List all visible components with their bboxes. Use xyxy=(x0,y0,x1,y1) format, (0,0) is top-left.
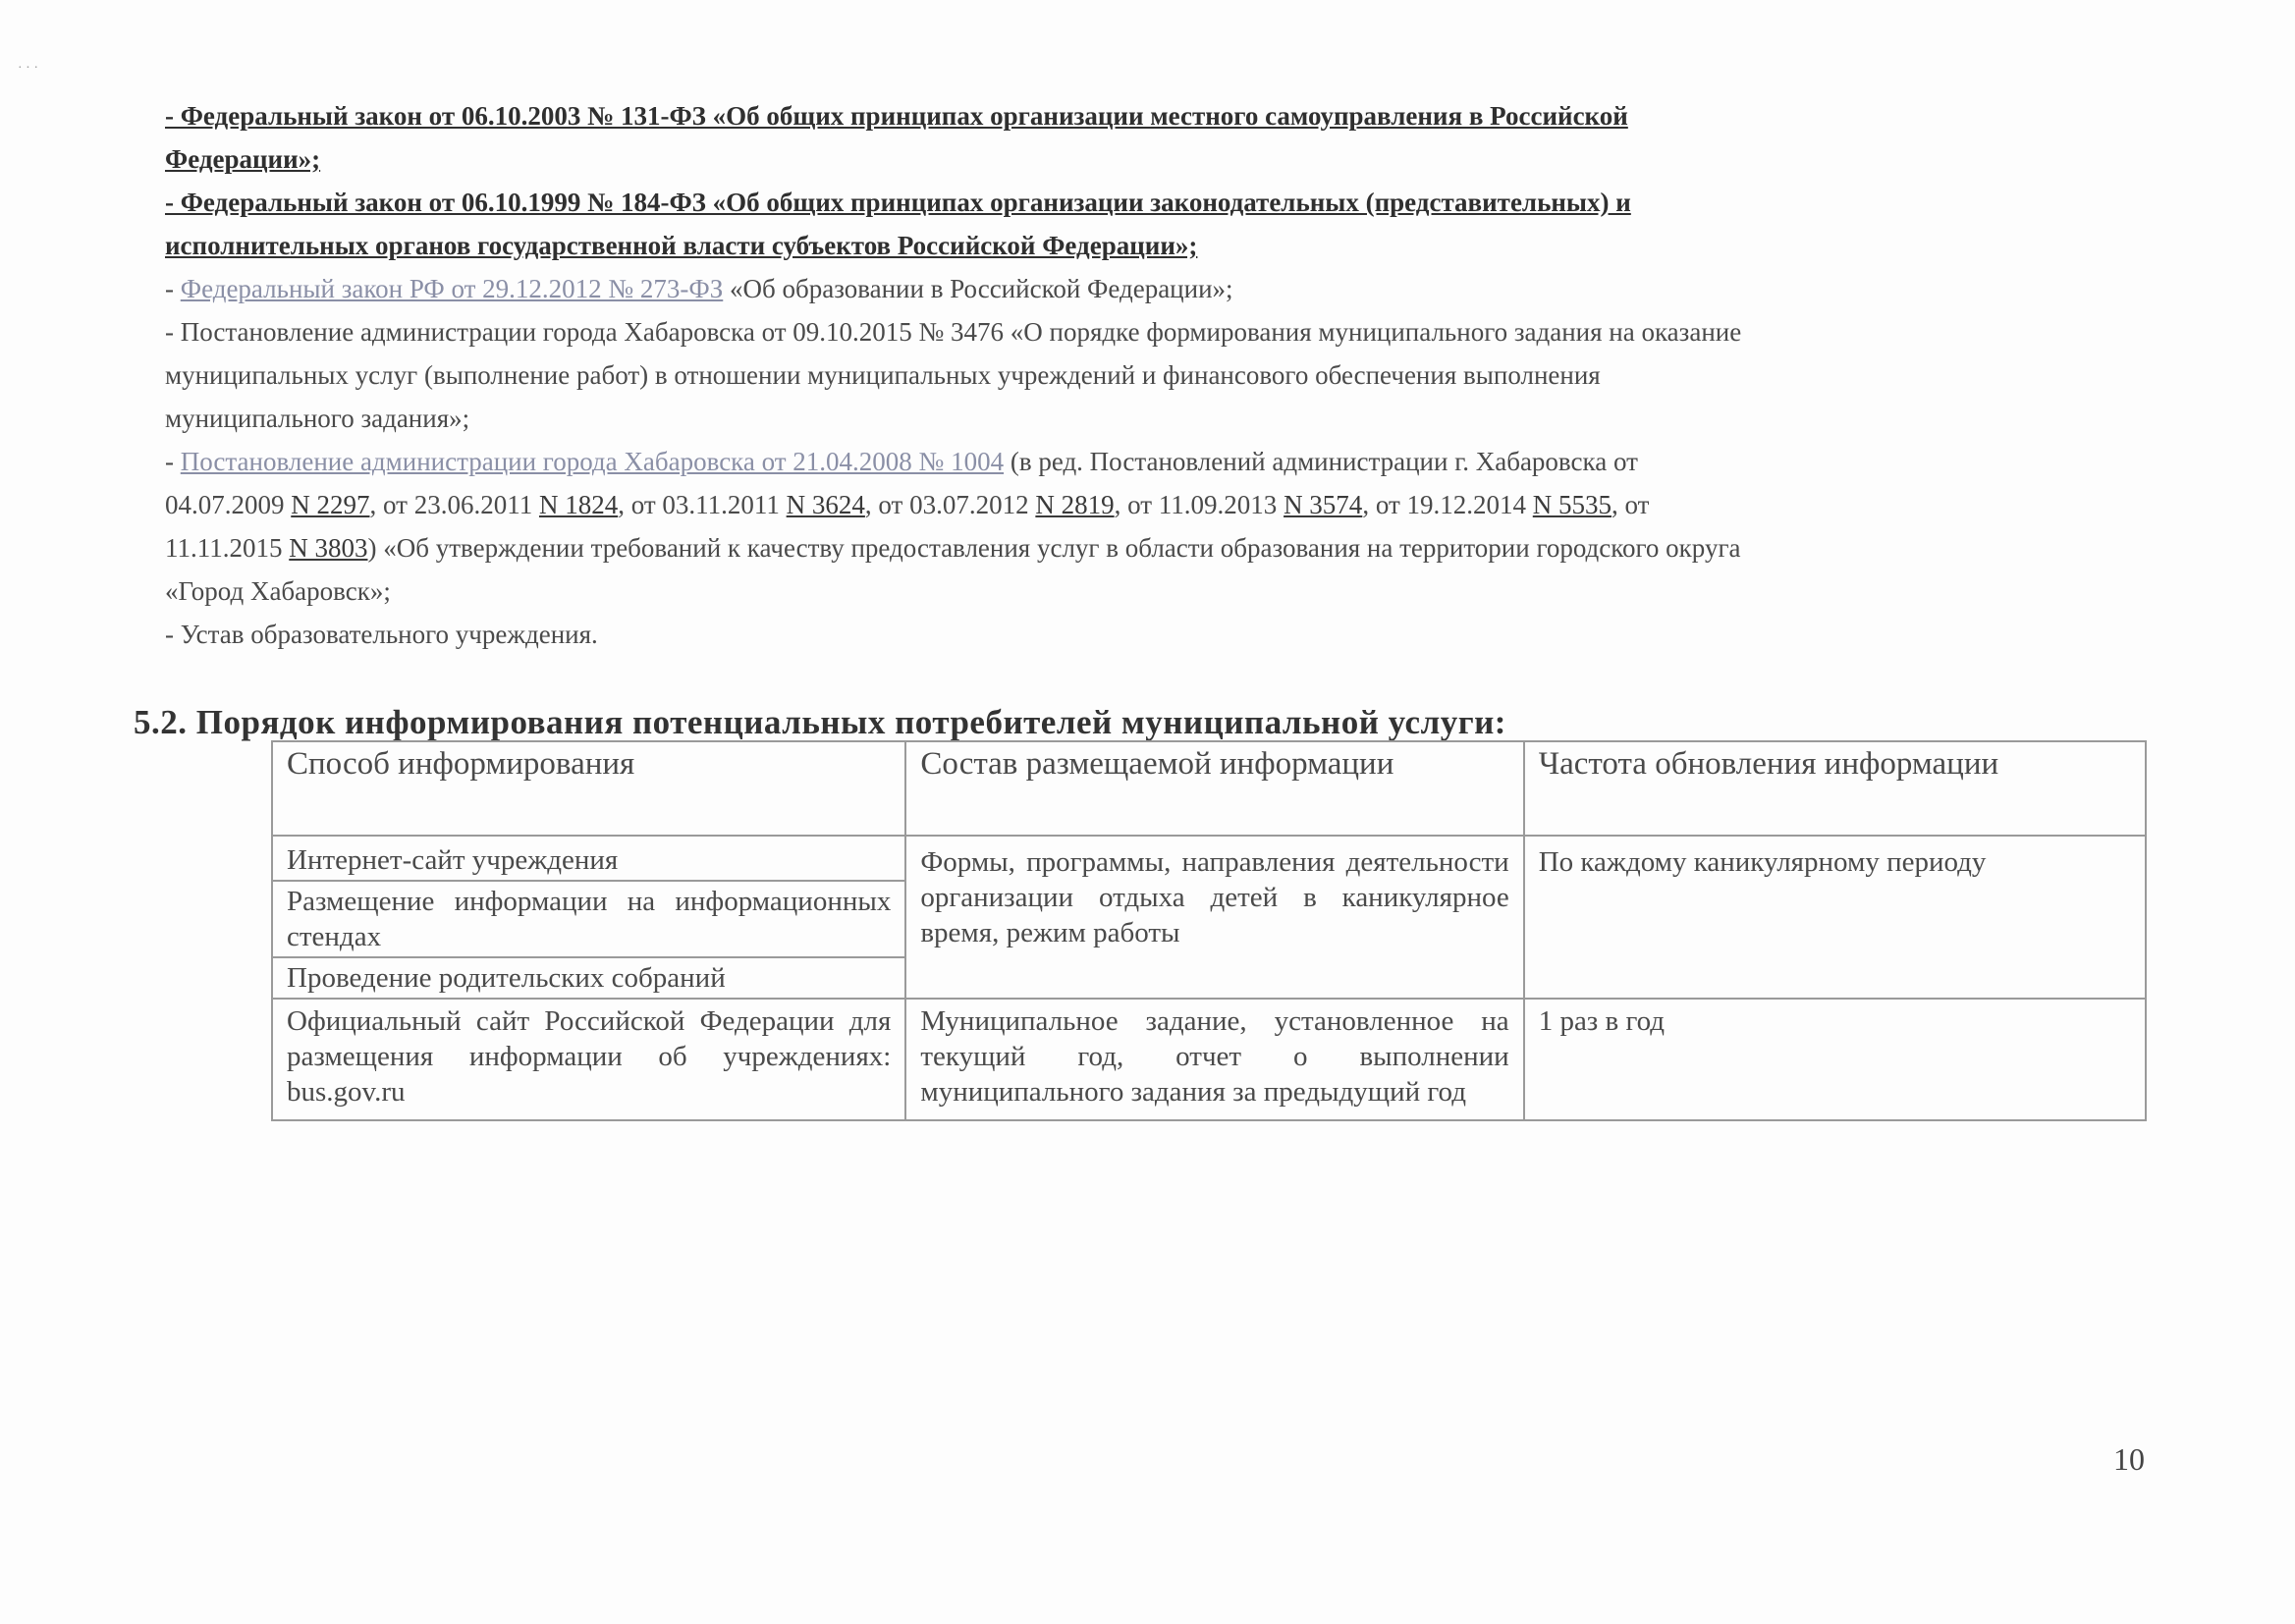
amendment-link-5535[interactable]: N 5535 xyxy=(1532,490,1612,519)
frequency-cell-1: По каждому каникулярному периоду xyxy=(1524,836,2146,999)
header-content: Состав размещаемой информации xyxy=(905,741,1523,836)
amendment-link-2819[interactable]: N 2819 xyxy=(1035,490,1115,519)
amendment-link-3574[interactable]: N 3574 xyxy=(1284,490,1363,519)
method-parent-meetings: Проведение родительских собраний xyxy=(287,962,726,994)
law-273fz-rest: «Об образовании в Российской Федерации»; xyxy=(723,274,1233,303)
law-item-1004 xyxy=(165,440,2149,483)
law-273fz-link[interactable]: Федеральный закон РФ от 29.12.2012 № 273-ФЗ xyxy=(180,274,724,303)
amendment-link-2297[interactable]: N 2297 xyxy=(291,490,370,519)
informing-table xyxy=(271,740,2147,1121)
law-184fz-line2: исполнительных органов государственной власти субъектов Российской Федерации»; xyxy=(165,231,1198,260)
law-item-3476-line3: муниципального задания»; xyxy=(165,404,470,433)
amend-text: , от 03.07.2012 xyxy=(864,490,1036,519)
law-131fz-line1: - Федеральный закон от 06.10.2003 № 131-ФЗ «Об общих принципах организации местного самоуправления в Российской xyxy=(165,101,1628,131)
table-row xyxy=(272,999,2146,1120)
law-1004-rest: (в ред. Постановлений администрации г. Хабаровска от xyxy=(1004,447,1638,476)
law-item-3476-line2: муниципальных услуг (выполнение работ) в отношении муниципальных учреждений и финансового обеспечения выполнения xyxy=(165,360,1601,390)
section-heading: 5.2. Порядок информирования потенциальных потребителей муниципальной услуги: xyxy=(134,703,1506,741)
amend-text: 11.11.2015 xyxy=(165,533,290,563)
header-frequency: Частота обновления информации xyxy=(1524,741,2146,836)
content-cell-1: Формы, программы, направления деятельности организации отдыха детей в каникулярное время, режим работы xyxy=(905,836,1523,999)
method-stands: Размещение информации на информационных стендах xyxy=(273,882,904,958)
law-item-184fz-cont xyxy=(165,224,2149,267)
law-1004-link[interactable]: Постановление администрации города Хабаровска от 21.04.2008 № 1004 xyxy=(180,447,1005,476)
law-184fz-line1: - Федеральный закон от 06.10.1999 № 184-ФЗ «Об общих принципах организации законодательных (представительных) и xyxy=(165,188,1631,217)
amend-text: 04.07.2009 xyxy=(165,490,292,519)
law-131fz-line2: Федерации»; xyxy=(165,144,321,174)
content-cell-2: Муниципальное задание, установленное на текущий год, отчет о выполнении муниципального задания за предыдущий год xyxy=(905,999,1523,1120)
amendment-link-3624[interactable]: N 3624 xyxy=(786,490,865,519)
frequency-cell-2: 1 раз в год xyxy=(1524,999,2146,1120)
scan-marks: · · · xyxy=(18,61,38,76)
amend-text: , от 19.12.2014 xyxy=(1362,490,1533,519)
amend-text: ) «Об утверждении требований к качеству предоставления услуг в области образования на территории городского округа xyxy=(367,533,1741,563)
law-item-charter: - Устав образовательного учреждения. xyxy=(165,620,598,649)
page-number: 10 xyxy=(2113,1441,2145,1477)
header-method: Способ информирования xyxy=(272,741,905,836)
methods-cell xyxy=(272,836,905,999)
law-item-131fz xyxy=(165,94,2149,137)
method-website: Интернет-сайт учреждения xyxy=(273,837,904,882)
law-item-3476-line1: - Постановление администрации города Хабаровска от 09.10.2015 № 3476 «О порядке формирования муниципального задания на оказание xyxy=(165,317,1742,347)
legal-basis-list xyxy=(165,94,2149,656)
law-1004-prefix: - xyxy=(165,447,181,476)
law-1004-amendments-line2 xyxy=(165,526,2149,569)
law-item-273fz xyxy=(165,267,2149,310)
law-item-184fz xyxy=(165,181,2149,224)
law-1004-amendments-line xyxy=(165,483,2149,526)
law-273fz-prefix: - xyxy=(165,274,181,303)
law-item-131fz-cont xyxy=(165,137,2149,181)
amend-text: , от 11.09.2013 xyxy=(1114,490,1284,519)
amendment-link-3803[interactable]: N 3803 xyxy=(289,533,368,563)
method-official-site: Официальный сайт Российской Федерации для размещения информации об учреждениях: bus.gov.ru xyxy=(272,999,905,1120)
amendment-link-1824[interactable]: N 1824 xyxy=(538,490,619,519)
table-header-row xyxy=(272,741,2146,836)
table-row xyxy=(272,836,2146,999)
amend-text: , от xyxy=(1612,490,1650,519)
law-1004-line4: «Город Хабаровск»; xyxy=(165,576,391,606)
amend-text: , от 23.06.2011 xyxy=(369,490,539,519)
amend-text: , от 03.11.2011 xyxy=(618,490,787,519)
